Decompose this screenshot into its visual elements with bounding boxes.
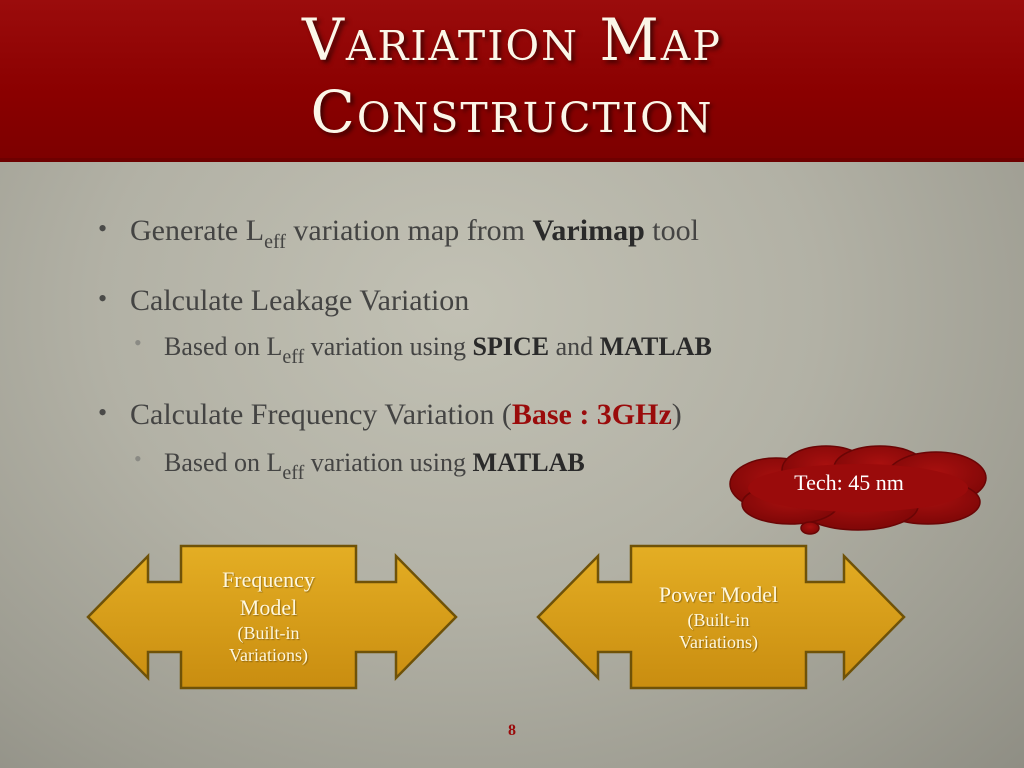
subscript-eff: eff [282,462,305,484]
matlab-label: MATLAB [472,448,585,477]
bullet-text: Calculate Frequency Variation ( [130,398,512,431]
bullet-text: variation map from [285,214,533,247]
bullet-text: variation using [304,332,473,361]
base-frequency-label: Base : 3GHz [511,398,672,431]
box-title: Frequency [222,567,315,592]
power-model-label [631,581,806,653]
spice-label: SPICE [472,332,550,361]
bullet-text: Based on L [164,448,283,477]
tech-callout-text: Tech: 45 nm [794,470,904,495]
title-line-2: Construction [310,78,714,146]
box-subtitle: (Built-in [237,623,300,643]
bullet-text: and [549,332,600,361]
bullet-generate [130,214,699,253]
subscript-eff: eff [264,231,286,253]
frequency-model-label [181,566,356,666]
bullet-text: tool [644,214,699,247]
slide-title [0,4,1024,148]
box-title: Model [239,595,298,620]
box-subtitle: Variations) [229,645,308,665]
bullet-text: Based on L [164,332,283,361]
bullet-text: Generate L [130,214,265,247]
varimap-label: Varimap [532,214,645,247]
box-subtitle: (Built-in [687,610,750,630]
bullet-text: ) [671,398,682,431]
bullet-frequency [130,398,682,432]
bullet-leakage [130,284,469,318]
subbullet-frequency [164,448,585,484]
bullet-text: variation using [304,448,473,477]
box-title: Power Model [658,582,779,607]
subbullet-leakage [164,332,712,368]
title-line-1: Variation Map [302,6,722,74]
matlab-label: MATLAB [599,332,712,361]
bullet-text: Calculate Leakage Variation [130,284,470,317]
box-subtitle: Variations) [679,632,758,652]
page-number: 8 [508,722,516,739]
subscript-eff: eff [282,346,305,368]
